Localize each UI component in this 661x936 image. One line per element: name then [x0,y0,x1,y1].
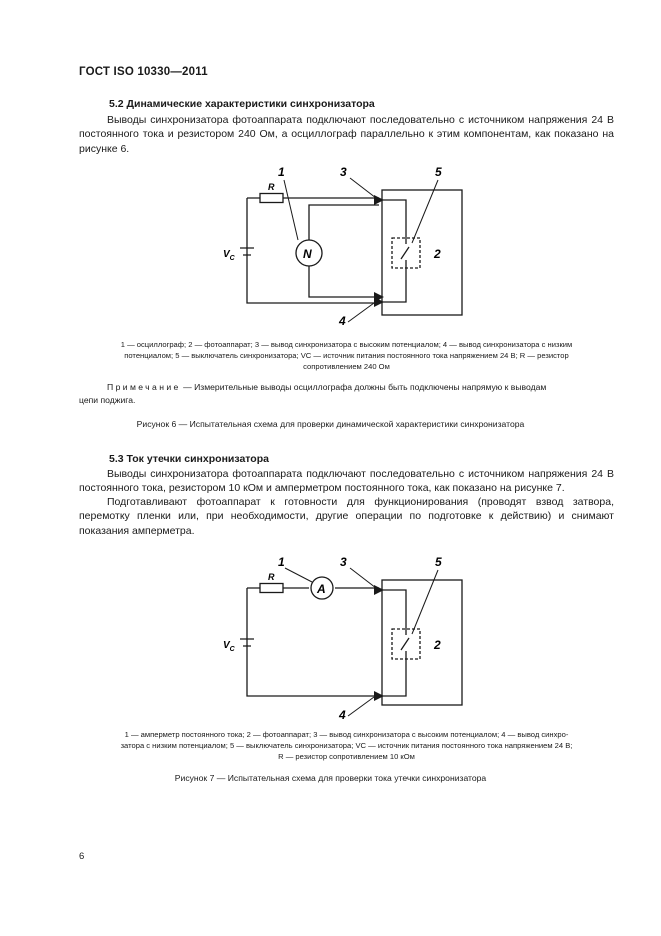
figure-7-caption: Рисунок 7 — Испытательная схема для проверки тока утечки синхронизатора [174,773,487,783]
switch-contact [401,235,409,268]
leader-4 [348,303,374,322]
camera-box [382,580,462,705]
resistor-symbol [260,194,283,203]
callout-5: 5 [435,555,442,569]
page-number: 6 [79,851,85,862]
source-label: $V_C$ [223,249,235,262]
note-text-continuation: цепи поджига. [79,394,136,405]
switch-wire-bottom [382,660,406,696]
section-5-2-paragraph: Выводы синхронизатора фотоаппарата подключают последовательно с источником напряжения 24 В постоянного тока и резистором 240 Ом, а осциллограф параллельно к этим компонентам, как показано на рисунке 6. [79,114,614,155]
leader-1 [285,568,312,582]
document-header: ГОСТ ISO 10330—2011 [79,66,208,78]
switch-wire-bottom [382,268,406,302]
callout-1: 1 [278,165,285,179]
camera-label: 2 [434,638,441,652]
switch-contact [401,626,409,660]
switch-wire-top [382,590,406,626]
meter-wire-top [309,205,379,240]
meter-wire-bottom [309,266,379,297]
resistor-symbol [260,584,283,593]
meter-letter: A [317,582,326,596]
leader-4 [348,697,374,716]
section-5-3-heading: 5.3 Ток утечки синхронизатора [109,453,269,465]
callout-4: 4 [339,314,346,328]
camera-label: 2 [434,247,441,261]
callout-3: 3 [340,165,347,179]
callout-3: 3 [340,555,347,569]
figure-6-caption: Рисунок 6 — Испытательная схема для проверки динамической характеристики синхронизатора [136,419,525,429]
section-5-2-heading: 5.2 Динамические характеристики синхронизатора [109,98,375,110]
callout-5: 5 [435,165,442,179]
switch-wire-top [382,200,406,235]
note-label: Примечание [107,382,181,392]
leader-3 [350,568,376,588]
callout-4: 4 [339,708,346,722]
figure-6-circuit-diagram [210,160,470,330]
resistor-label: R [268,182,275,192]
camera-box [382,190,462,315]
source-label: $V_C$ [223,640,235,653]
leader-3 [350,178,376,198]
wire-bottom [247,588,379,696]
section-5-3-paragraph-1: Выводы синхронизатора фотоаппарата подключают последовательно с источником напряжения 24 В постоянного тока, резистором 10 кОм и амперметром постоянного тока, как показано на рисунке 7. [79,468,614,495]
figure-7-legend: 1 — амперметр постоянного тока; 2 — фотоаппарат; 3 — вывод синхронизатора с высоким потенциалом; 4 — вывод синхро- затора с низким потенциалом; 5 — выключатель синхронизатора; VC — источник питания постоянного тока напряжением 24 В; R — резистор сопротивлением 10 кОм [120,730,573,761]
meter-letter: N [303,247,312,261]
figure-6-legend: 1 — осциллограф; 2 — фотоаппарат; 3 — вывод синхронизатора с высоким потенциалом; 4 — вывод синхронизатора с низким потенциалом; 5 — выключатель синхронизатора; VC — источник питания постоянного тока напряжением 24 В; R — резистор сопротивлением 240 Ом [120,340,573,371]
figure-6-note [79,381,614,406]
figure-7-circuit-diagram [210,550,470,725]
resistor-label: R [268,572,275,582]
callout-1: 1 [278,555,285,569]
section-5-3-paragraph-2: Подготавливают фотоаппарат к готовности для функционирования (проводят взвод затвора, перемотку пленки или, при необходимости, другие операции по подготовке к действию) и снимают показания амперметра. [79,496,614,537]
leader-1 [284,180,298,240]
note-text: — Измерительные выводы осциллографа должны быть подключены напрямую к выводам [180,382,547,392]
wire-bottom [247,198,379,303]
